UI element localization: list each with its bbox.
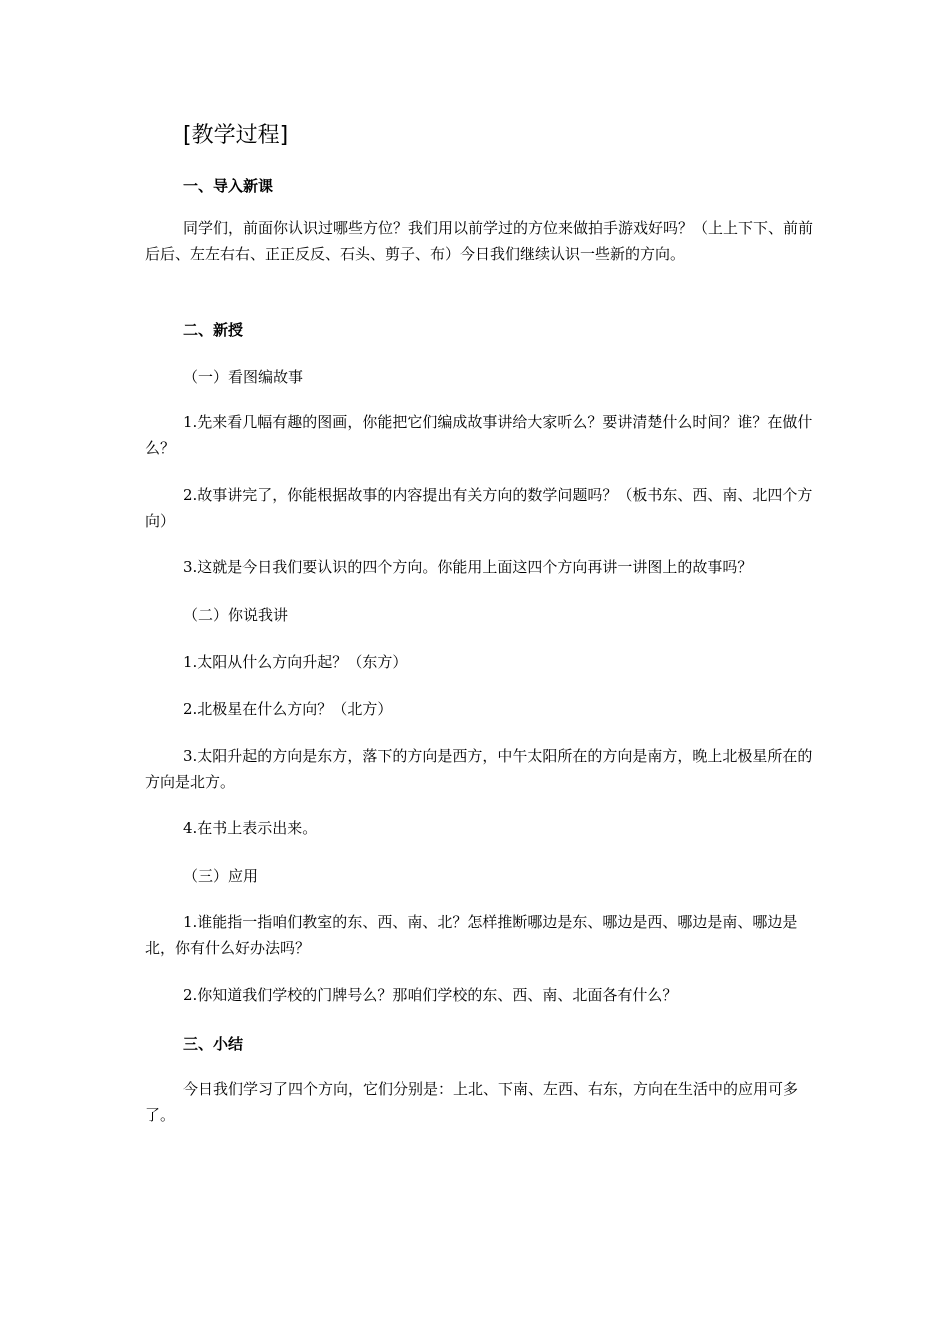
section-heading-new-lesson: 二、新授: [183, 321, 244, 339]
list-item: 1.先来看几幅有趣的图画，你能把它们编成故事讲给大家听么？要讲清楚什么时间？谁？在做什么？: [145, 413, 813, 457]
summary-paragraph: 今日我们学习了四个方向，它们分别是：上北、下南、左西、右东，方向在生活中的应用可多了。: [145, 1080, 799, 1124]
list-item: 1.谁能指一指咱们教室的东、西、南、北？怎样推断哪边是东、哪边是西、哪边是南、哪边是北，你有什么好办法吗？: [145, 913, 798, 957]
list-item: 4.在书上表示出来。: [183, 819, 318, 837]
list-item: 2.故事讲完了，你能根据故事的内容提出有关方向的数学问题吗？（板书东、西、南、北四个方向）: [145, 486, 813, 530]
intro-paragraph: 同学们，前面你认识过哪些方位？我们用以前学过的方位来做拍手游戏好吗？（上上下下、前前后后、左左右右、正正反反、石头、剪子、布）今日我们继续认识一些新的方向。: [145, 219, 814, 263]
list-item: 3.太阳升起的方向是东方，落下的方向是西方，中午太阳所在的方向是南方，晚上北极星所在的方向是北方。: [145, 747, 813, 791]
list-item: 1.太阳从什么方向升起？（东方）: [183, 653, 408, 671]
list-item: 3.这就是今日我们要认识的四个方向。你能用上面这四个方向再讲一讲图上的故事吗？: [183, 558, 753, 576]
list-item: 2.北极星在什么方向？（北方）: [183, 700, 393, 718]
document-title: [教学过程]: [183, 123, 289, 148]
list-item: 2.你知道我们学校的门牌号么？那咱们学校的东、西、南、北面各有什么？: [183, 986, 678, 1004]
section-heading-summary: 三、小结: [183, 1035, 244, 1053]
subsection-title-application: （三）应用: [183, 867, 259, 885]
subsection-title-story: （一）看图编故事: [183, 368, 304, 386]
section-heading-intro: 一、导入新课: [183, 177, 274, 195]
subsection-title-speak: （二）你说我讲: [183, 606, 289, 624]
